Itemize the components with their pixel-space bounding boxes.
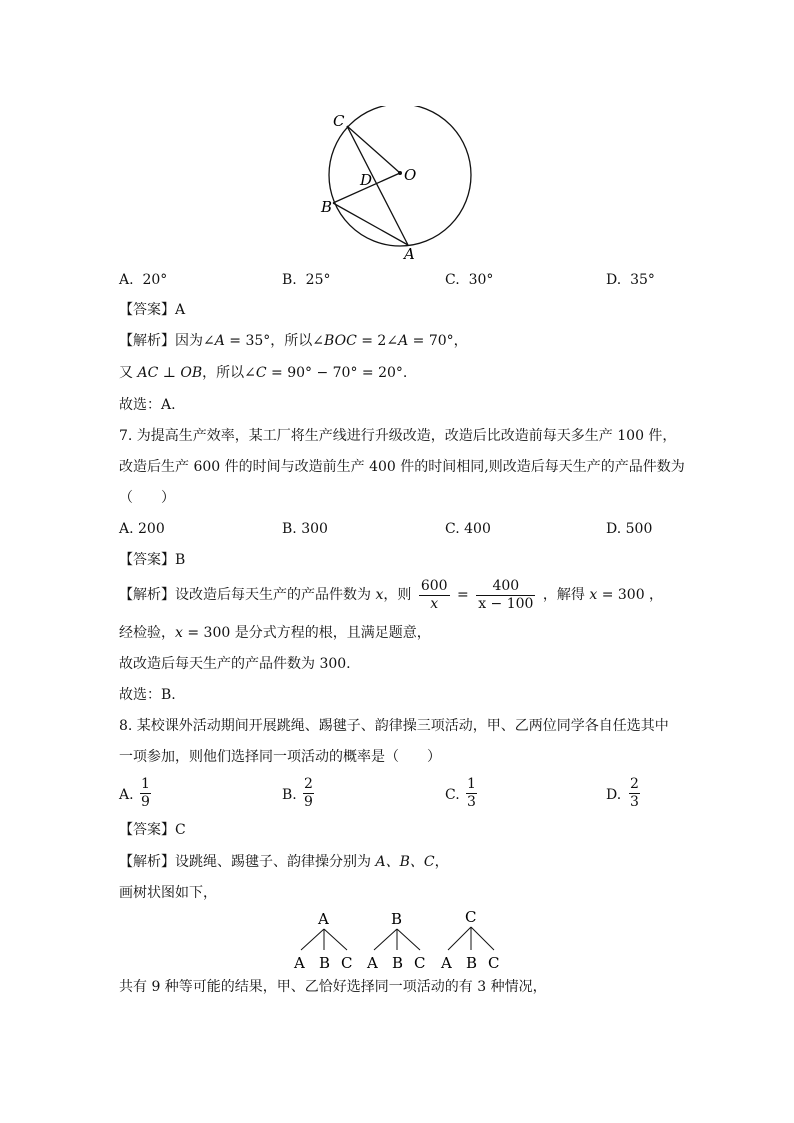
- q7-option-a: A. 200: [119, 521, 165, 537]
- q8-option-d-fraction: $\frac{2}{3}$: [630, 776, 639, 810]
- fraction-600-over-x: $\frac{600}{x}$: [420, 577, 448, 612]
- q6-option-a: A. 20°: [119, 272, 168, 288]
- segment-ca: [347, 126, 408, 245]
- q6-option-b: B. 25°: [282, 272, 331, 288]
- q8-option-a-letter: A.: [119, 787, 134, 803]
- q8-stem-line2: 一项参加，则他们选择同一项活动的概率是（ ）: [119, 749, 441, 765]
- q8-option-d-letter: D.: [606, 787, 622, 803]
- q8-option-b-fraction: $\frac{2}{9}$: [304, 776, 313, 810]
- label-o: O: [404, 166, 417, 184]
- tree-leaf-cc: C: [488, 954, 500, 972]
- tree-leaf-ba: A: [367, 954, 378, 972]
- segment-co: [347, 126, 400, 173]
- q7-analysis-result: 故改造后每天生产的产品件数为 300.: [119, 656, 351, 672]
- center-point-o: [398, 171, 402, 175]
- tree-root-c: C: [465, 908, 477, 926]
- q6-conclusion: 故选：A.: [119, 397, 176, 413]
- q6-answer: 【答案】A: [119, 302, 186, 318]
- q6-analysis-line2: 又 AC ⊥ OB，所以∠C = 90° − 70° = 20°.: [119, 365, 408, 381]
- q8-analysis-line2: 画树状图如下，: [119, 885, 217, 901]
- tree-root-b: B: [391, 910, 403, 928]
- tree-branch-a: [293, 910, 352, 972]
- tree-leaf-ca: A: [441, 954, 452, 972]
- q7-option-d: D. 500: [606, 521, 653, 537]
- tree-leaf-ab: B: [319, 954, 331, 972]
- q6-option-c: C. 30°: [445, 272, 494, 288]
- q7-stem-line1: 7. 为提高生产效率，某工厂将生产线进行升级改造，改造后比改造前每天多生产 100 件，: [119, 428, 677, 444]
- label-b: B: [321, 198, 333, 216]
- q7-conclusion: 故选：B.: [119, 687, 176, 703]
- tree-root-a: A: [318, 910, 329, 928]
- q7-option-c: C. 400: [445, 521, 491, 537]
- circle-figure: [316, 106, 486, 266]
- q8-option-c-letter: C.: [445, 787, 460, 803]
- q7-analysis-check: 经检验，x = 300 是分式方程的根，且满足题意，: [119, 625, 431, 641]
- circle-o: [329, 106, 471, 246]
- q7-stem-line3: （ ）: [119, 490, 175, 506]
- q8-analysis-line3: 共有 9 种等可能的结果，甲、乙恰好选择同一项活动的有 3 种情况，: [119, 979, 547, 995]
- q8-option-a-fraction: $\frac{1}{9}$: [141, 776, 150, 810]
- tree-leaf-bc: C: [414, 954, 426, 972]
- q8-option-c-fraction: $\frac{1}{3}$: [467, 776, 476, 810]
- label-d: D: [360, 171, 373, 189]
- q8-answer: 【答案】C: [119, 822, 186, 838]
- tree-leaf-bb: B: [392, 954, 404, 972]
- q7-stem-line2: 改造后生产 600 件的时间与改造前生产 400 件的时间相同,则改造后每天生产的产品件数为: [119, 459, 685, 475]
- q8-analysis-line1: 【解析】设跳绳、踢毽子、韵律操分别为 A、B、C，: [119, 854, 449, 870]
- q6-option-d: D. 35°: [606, 272, 655, 288]
- fraction-400-over-x-minus-100: $\frac{400}{x - 100}$: [478, 577, 534, 612]
- tree-branch-c: [440, 908, 499, 972]
- tree-leaf-ac: C: [341, 954, 353, 972]
- label-c: C: [333, 112, 345, 130]
- q8-stem-line1: 8. 某校课外活动期间开展跳绳、踢毽子、韵律操三项活动，甲、乙两位同学各自任选其中: [119, 718, 669, 734]
- tree-branch-b: [366, 910, 425, 972]
- tree-leaf-cb: B: [466, 954, 478, 972]
- q7-analysis-line1: 【解析】设改造后每天生产的产品件数为 x，则 $\frac{600}{x}$ = $\frac{400}{x - 100}$ ，解得 x = 300 ，: [119, 577, 664, 612]
- q7-option-b: B. 300: [282, 521, 328, 537]
- label-a: A: [404, 245, 415, 263]
- q8-option-b-letter: B.: [282, 787, 297, 803]
- tree-leaf-aa: A: [294, 954, 305, 972]
- q7-answer: 【答案】B: [119, 552, 186, 568]
- tree-diagram: [288, 906, 508, 974]
- q6-analysis-line1: 【解析】因为∠A = 35°，所以∠BOC = 2∠A = 70°，: [119, 333, 468, 349]
